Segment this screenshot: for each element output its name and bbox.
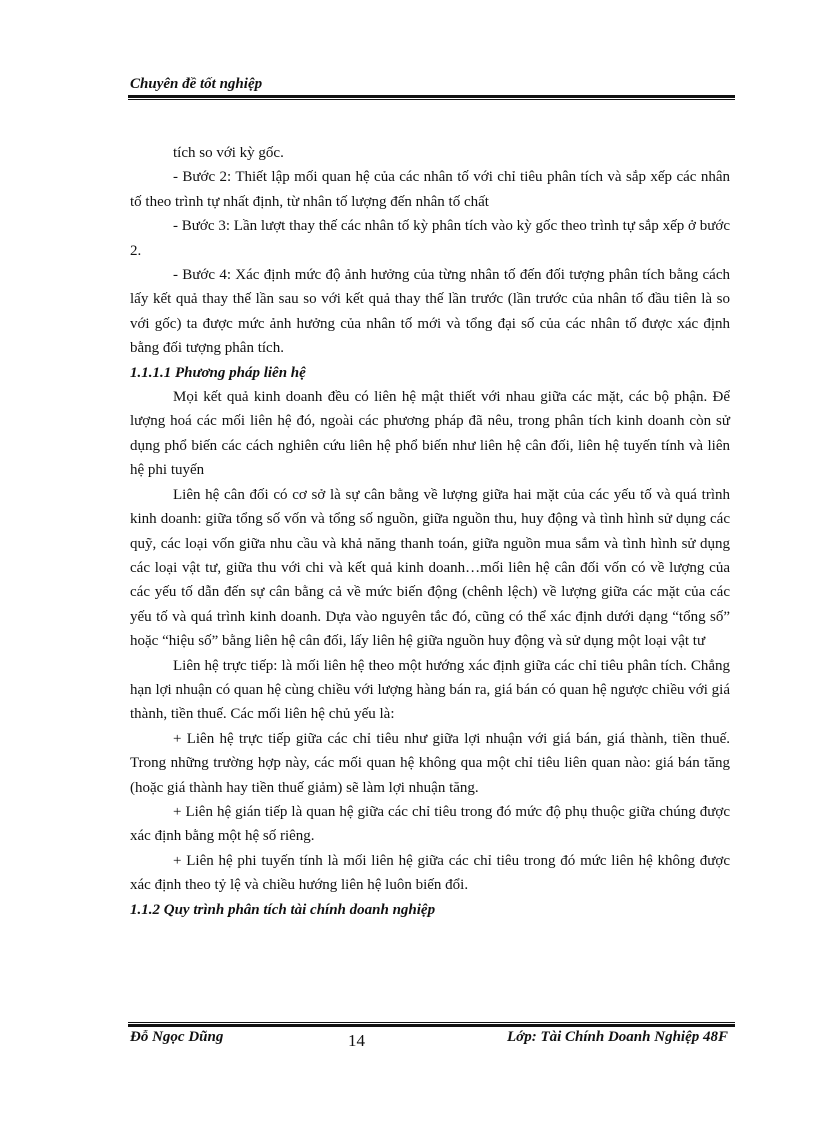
section-heading: 1.1.2 Quy trình phân tích tài chính doanh nghiệp	[130, 901, 436, 918]
paragraph: Liên hệ cân đối có cơ sở là sự cân bằng về lượng giữa hai mặt của các yếu tố và quá trình kinh doanh: giữa tổng số vốn và tổng số nguồn, giữa nguồn thu, huy động và tình hình sử dụng các quỹ, các loại vốn giữa nhu cầu và khả năng thanh toán, giữa nguồn mua sắm và tình hình sử dụng các loại vật tư, giữa thu với chi và kết quả kinh doanh…mối liên hệ cân đối vốn có về lượng của các yếu tố dẫn đến sự cân bằng cả về mức biến động (chênh lệch) về lượng giữa các mặt của các yếu tố và quá trình kinh doanh. Dựa vào nguyên tắc đó, cũng có thể xác định dưới dạng “tổng số” hoặc “hiệu số” bằng liên hệ cân đối, lấy liên hệ giữa nguồn huy động và sử dụng một loại vật tư	[130, 486, 730, 650]
footer-author: Đỗ Ngọc Dũng	[130, 1029, 224, 1045]
header-title: Chuyên đề tốt nghiệp	[130, 76, 263, 92]
page-number: 14	[348, 1031, 365, 1050]
paragraph: + Liên hệ trực tiếp giữa các chỉ tiêu như giữa lợi nhuận với giá bán, giá thành, tiền thuế. Trong những trường hợp này, các mối quan hệ không qua một chỉ tiêu liên quan nào: giá bán tăng (hoặc giá thành hay tiền thuế giảm) sẽ làm lợi nhuận tăng.	[130, 730, 730, 796]
paragraph: - Bước 3: Lần lượt thay thế các nhân tố kỳ phân tích vào kỳ gốc theo trình tự sắp xếp ở bước 2.	[130, 218, 730, 259]
footer-rule	[128, 1022, 735, 1027]
section-heading: 1.1.1.1 Phương pháp liên hệ	[130, 364, 306, 381]
paragraph: + Liên hệ gián tiếp là quan hệ giữa các chỉ tiêu trong đó mức độ phụ thuộc giữa chúng được xác định bằng một hệ số riêng.	[130, 803, 730, 845]
paragraph: Liên hệ trực tiếp: là mối liên hệ theo một hướng xác định giữa các chỉ tiêu phân tích. Chẳng hạn lợi nhuận có quan hệ cùng chiều với lượng hàng bán ra, giá bán có quan hệ ngược chiều với giá thành, tiền thuế. Các mối liên hệ chủ yếu là:	[130, 657, 730, 723]
header-rule	[128, 95, 735, 100]
paragraph: - Bước 2: Thiết lập mối quan hệ của các nhân tố với chỉ tiêu phân tích và sắp xếp các nhân tố theo trình tự nhất định, từ nhân tố lượng đến nhân tố chất	[130, 169, 730, 210]
footer-class-label: Lớp: Tài Chính Doanh Nghiệp 48F	[506, 1029, 728, 1045]
paragraph: + Liên hệ phi tuyến tính là mối liên hệ giữa các chỉ tiêu trong đó mức liên hệ không được xác định theo tỷ lệ và chiều hướng liên hệ luôn biến đổi.	[130, 852, 730, 894]
document-body	[130, 141, 730, 922]
paragraph: tích so với kỳ gốc.	[173, 145, 284, 161]
paragraph: - Bước 4: Xác định mức độ ảnh hưởng của từng nhân tố đến đối tượng phân tích bằng cách lấy kết quả thay thế lần sau so với kết quả thay thế lần trước (lần trước của nhân tố đầu tiên là so với gốc) ta được mức ảnh hưởng của nhân tố mới và tổng đại số của các nhân tố được xác định bằng đối tượng phân tích.	[130, 267, 730, 357]
paragraph: Mọi kết quả kinh doanh đều có liên hệ mật thiết với nhau giữa các mặt, các bộ phận. Để lượng hoá các mối liên hệ đó, ngoài các phương pháp đã nêu, trong phân tích kinh doanh còn sử dụng phổ biến các cách nghiên cứu liên hệ phổ biến như liên hệ cân đối, liên hệ tuyến tính và liên hệ phi tuyến	[130, 389, 730, 479]
